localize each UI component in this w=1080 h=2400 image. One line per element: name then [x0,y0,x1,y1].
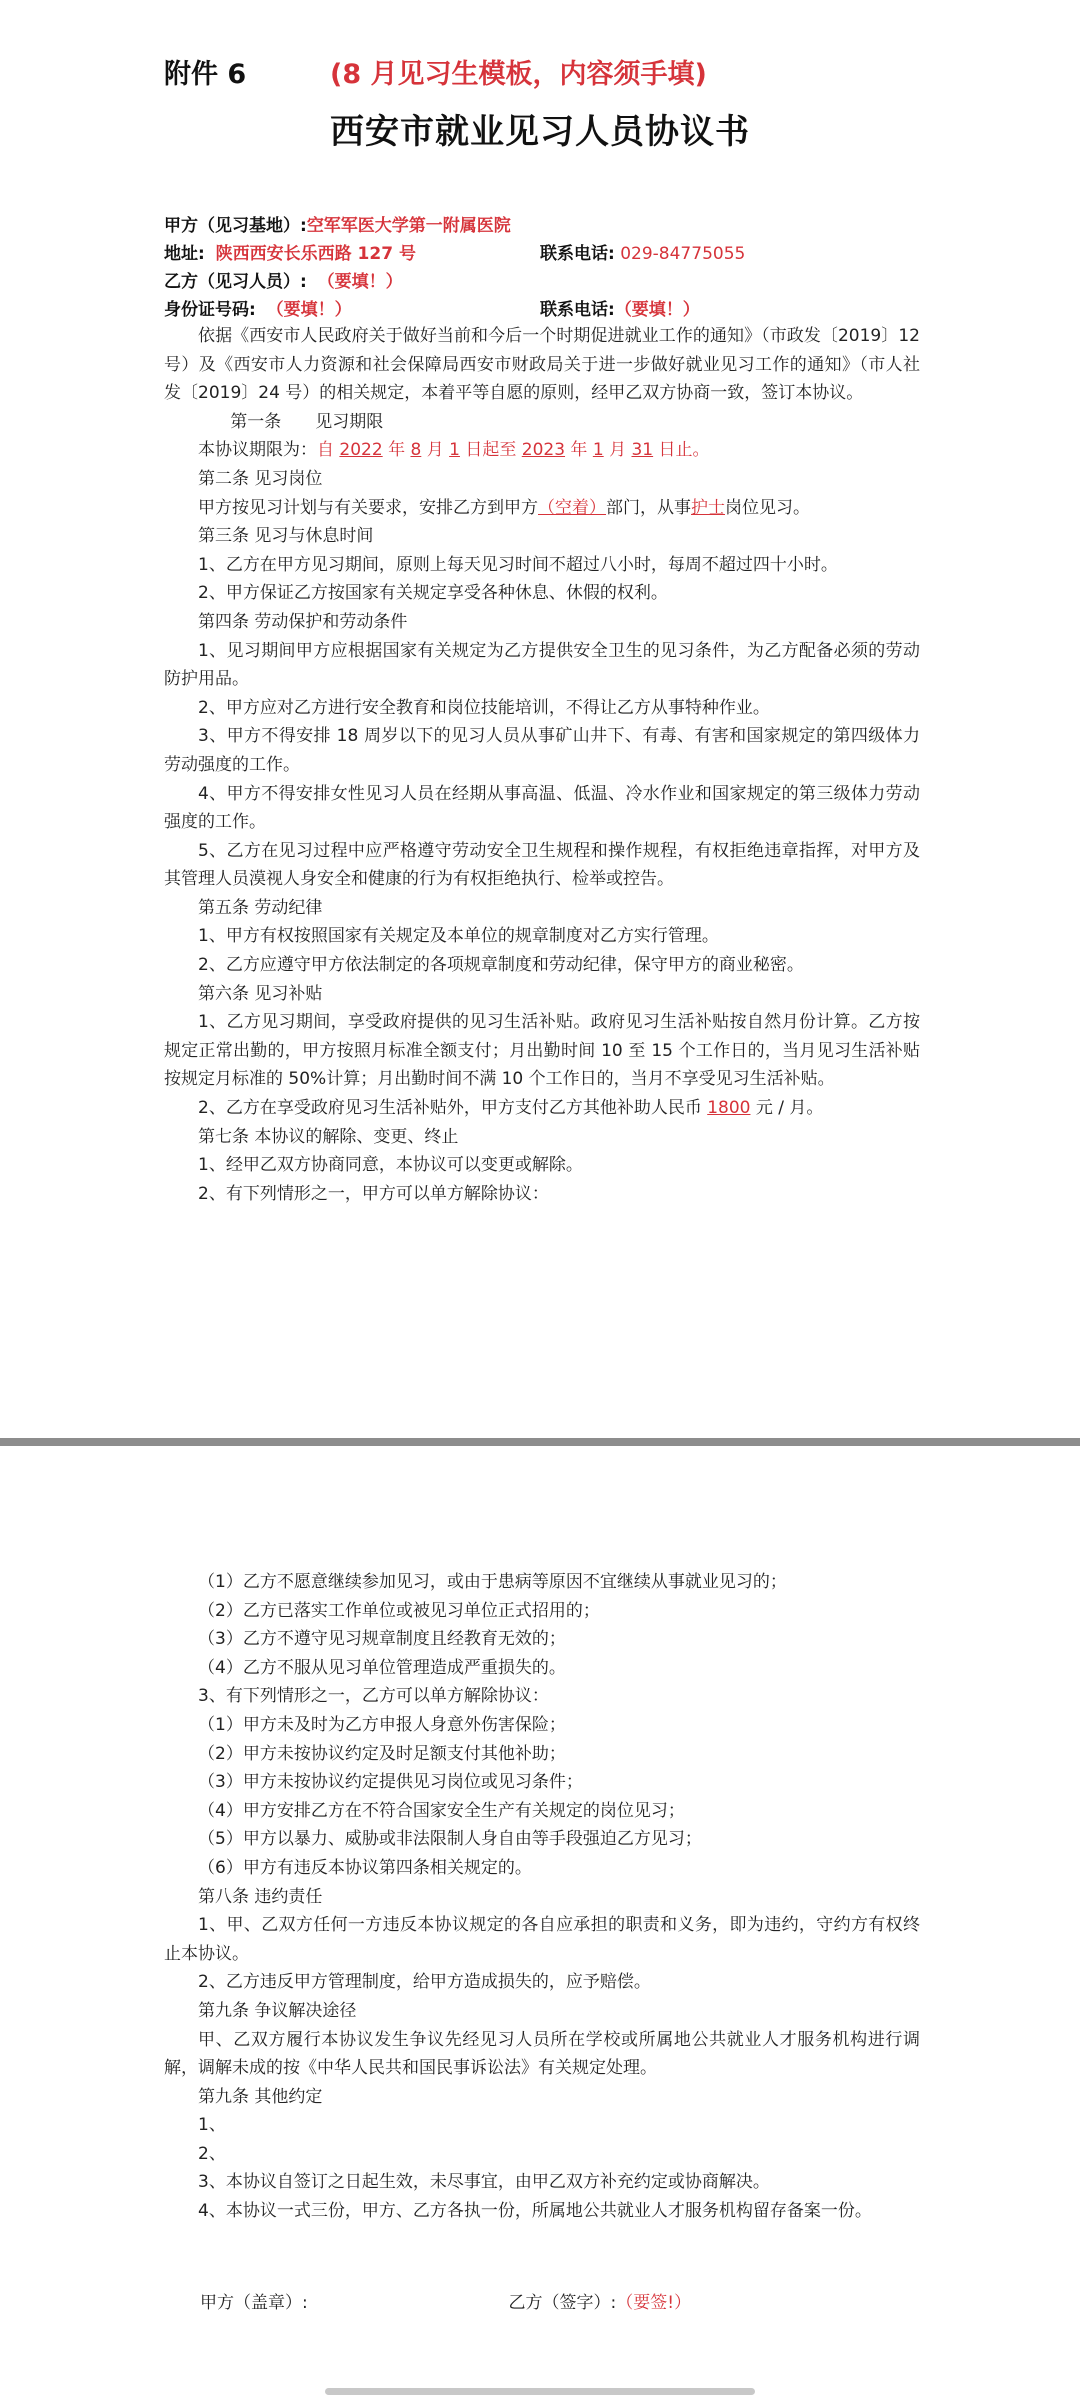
address-value: 陕西西安长乐西路 127 号 [215,244,416,264]
termination-item: （5）甲方以暴力、威胁或非法限制人身自由等手段强迫乙方见习； [198,1829,702,1850]
article-6-item-1: 1、乙方见习期间，享受政府提供的见习生活补贴。政府见习生活补贴按自然月份计算。乙方按规定正常出勤的，甲方按照月标准全额支付；月出勤时间 10 至 15 个工作日的，当月见习生活补贴按规定月标准的 50%计算；月出勤时间不满 10 个工作日的，当月不享受见习生活补贴。 [164,1012,920,1090]
other-item-1: 1、 [198,2115,226,2136]
article-7-item-1: 1、经甲乙双方协商同意，本协议可以变更或解除。 [198,1155,583,1176]
article-5-item-1: 1、甲方有权按照国家有关规定及本单位的规章制度对乙方实行管理。 [198,926,719,947]
address-label: 地址: [164,244,205,264]
phone-label: 联系电话: [540,244,615,264]
phone-row [540,242,745,266]
article-5-item-2: 2、乙方应遵守甲方依法制定的各项规章制度和劳动纪律，保守甲方的商业秘密。 [198,955,804,976]
allowance-amount: 1800 [707,1098,751,1119]
party-a-seal-label: 甲方（盖章）: [200,2293,308,2313]
termination-item: （4）乙方不服从见习单位管理造成严重损失的。 [198,1657,566,1678]
party-a-label: 甲方（见习基地）: [164,216,307,236]
article-8-item-2: 2、乙方违反甲方管理制度，给甲方造成损失的，应予赔偿。 [198,1972,651,1993]
document-title: 西安市就业见习人员协议书 [330,112,750,152]
annex-label: 附件 6 [164,59,247,90]
termination-item: （1）乙方不愿意继续参加见习，或由于患病等原因不宜继续从事就业见习的； [198,1572,787,1592]
page-2-body [164,1568,920,2226]
termination-item: （6）甲方有违反本协议第四条相关规定的。 [198,1857,532,1878]
article-3-item-2: 2、甲方保证乙方按国家有关规定享受各种休息、休假的权利。 [198,583,668,604]
termination-item: （4）甲方安排乙方在不符合国家安全生产有关规定的岗位见习； [198,1800,685,1821]
article-9-title: 第九条 争议解决途径 [198,2000,357,2021]
document-page-2 [0,1446,1080,2400]
id-value: （要填！） [266,300,352,320]
party-b-value: （要填！） [317,272,403,292]
article-4-item-4: 4、甲方不得安排女性见习人员在经期从事高温、低温、冷水作业和国家规定的第三级体力劳动强度的工作。 [164,783,920,833]
article-7-item-3: 3、有下列情形之一，乙方可以单方解除协议： [198,1686,549,1707]
termination-item: （3）乙方不遵守见习规章制度且经教育无效的； [198,1629,566,1650]
post-job-value: 护士 [691,497,725,518]
article-3-item-1: 1、乙方在甲方见习期间，原则上每天见习时间不超过八小时，每周不超过四十小时。 [198,554,838,575]
article-6-item-2: 2、乙方在享受政府见习生活补贴外，甲方支付乙方其他补助人民币 1800 元 / 月。 [198,1098,824,1119]
intro-paragraph: 依据《西安市人民政府关于做好当前和今后一个时期促进就业工作的通知》（市政发〔2019〕12 号）及《西安市人力资源和社会保障局西安市财政局关于进一步做好就业见习工作的通知》（市人社发〔2019〕24 号）的相关规定，本着平等自愿的原则，经甲乙双方协商一致，签订本协议。 [164,326,920,404]
address-row [164,242,416,266]
signature-row [200,2288,691,2313]
template-note: (8 月见习生模板，内容须手填) [330,59,707,90]
article-1-title: 第一条 见习期限 [230,411,384,432]
article-4-item-2: 2、甲方应对乙方进行安全教育和岗位技能培训，不得让乙方从事特种作业。 [198,697,770,718]
article-2-title: 第二条 见习岗位 [198,468,323,489]
article-3-title: 第三条 见习与休息时间 [198,526,374,547]
post-dept-value: （空着） [538,497,606,518]
party-b-label: 乙方（见习人员）: [164,272,307,292]
party-a-row [164,214,511,238]
party-a-value: 空军军医大学第一附属医院 [306,216,511,236]
phone-value: 029-84775055 [620,244,746,264]
termination-item: （3）甲方未按协议约定提供见习岗位或见习条件； [198,1772,583,1793]
article-7-item-2: 2、有下列情形之一，甲方可以单方解除协议： [198,1183,549,1204]
article-7-title: 第七条 本协议的解除、变更、终止 [198,1126,459,1147]
article-9b-title: 第九条 其他约定 [198,2086,323,2107]
article-4-item-3: 3、甲方不得安排 18 周岁以下的见习人员从事矿山井下、有毒、有害和国家规定的第四级体力劳动强度的工作。 [164,726,920,775]
party-b-sign-label: 乙方（签字）: [508,2293,617,2313]
article-8-title: 第八条 违约责任 [198,1886,323,1907]
termination-item: （2）甲方未按协议约定及时足额支付其他补助； [198,1743,566,1764]
other-item-3: 3、本协议自签订之日起生效，未尽事宜，由甲乙双方补充约定或协商解决。 [198,2172,770,2193]
phone2-value: （要填！） [614,300,700,320]
termination-item: （1）甲方未及时为乙方申报人身意外伤害保险； [198,1714,566,1735]
id-label: 身份证号码: [164,300,256,320]
party-b-sign-note: （要签!） [616,2293,692,2313]
other-item-4: 4、本协议一式三份，甲方、乙方各执一份，所属地公共就业人才服务机构留存备案一份。 [198,2201,872,2222]
article-6-title: 第六条 见习补贴 [198,983,323,1004]
termination-item: （2）乙方已落实工作单位或被见习单位正式招用的； [198,1600,600,1621]
page-separator [0,1438,1080,1446]
home-indicator[interactable] [325,2388,755,2395]
other-item-2: 2、 [198,2143,226,2164]
phone2-label: 联系电话: [540,300,615,320]
article-4-item-5: 5、乙方在见习过程中应严格遵守劳动安全卫生规程和操作规程，有权拒绝违章指挥，对甲方及其管理人员漠视人身安全和健康的行为有权拒绝执行、检举或控告。 [164,840,920,890]
page-1-body [164,322,920,1208]
article-9-text: 甲、乙双方履行本协议发生争议先经见习人员所在学校或所属地公共就业人才服务机构进行调解，调解未成的按《中华人民共和国民事诉讼法》有关规定处理。 [164,2029,920,2079]
article-4-title: 第四条 劳动保护和劳动条件 [198,611,408,632]
party-b-row [164,270,403,294]
id-row [164,298,352,322]
post-paragraph: 甲方按见习计划与有关要求，安排乙方到甲方（空着）部门，从事护士岗位见习。 [198,497,810,518]
phone2-row [540,298,700,322]
article-4-item-1: 1、见习期间甲方应根据国家有关规定为乙方提供安全卫生的见习条件，为乙方配备必须的劳动防护用品。 [164,640,920,690]
period-line: 本协议期限为：自 2022 年 8 月 1 日起至 2023 年 1 月 31 日止。 [198,440,710,461]
article-5-title: 第五条 劳动纪律 [198,897,323,918]
article-8-item-1: 1、甲、乙双方任何一方违反本协议规定的各自应承担的职责和义务，即为违约，守约方有权终止本协议。 [164,1915,920,1964]
